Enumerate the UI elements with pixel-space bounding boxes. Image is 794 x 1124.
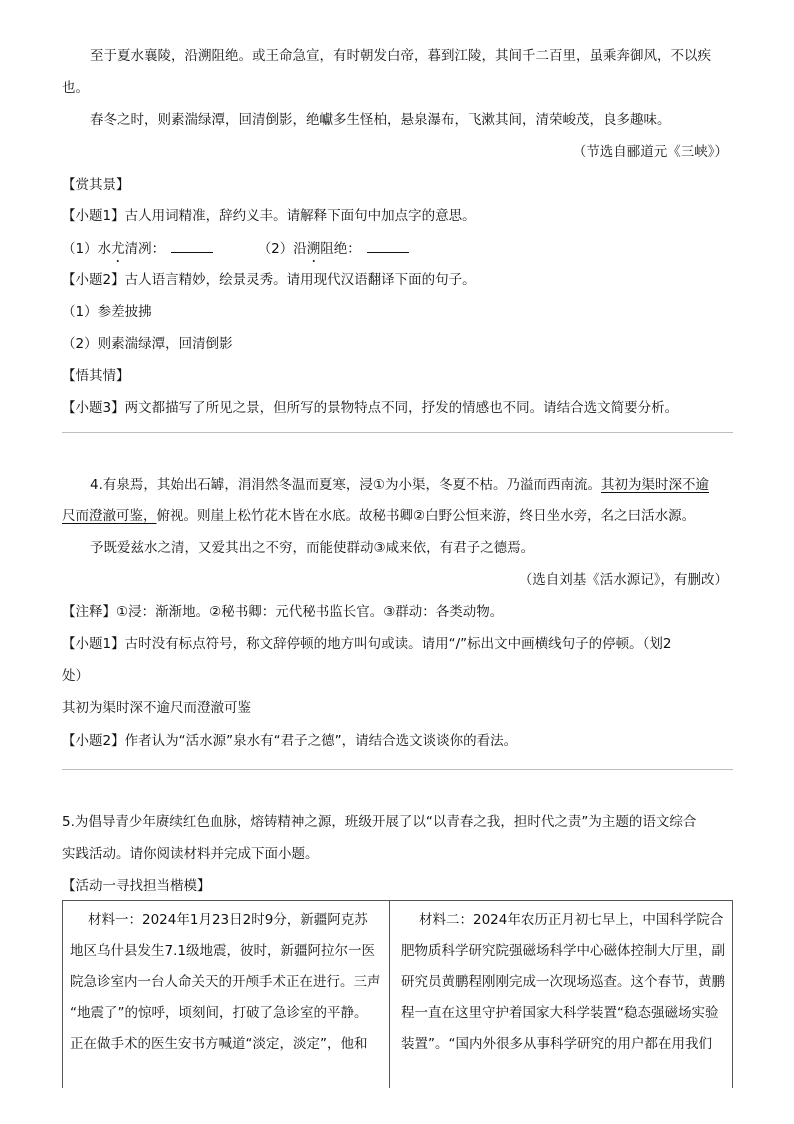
material2-line: 程一直在这里守护着国家大科学装置“稳态强磁场实验	[401, 1005, 719, 1021]
passage3-source: （节选自郦道元《三峡》）	[572, 144, 728, 160]
q1-item1-dotted-char: 尤	[111, 241, 125, 257]
passage4-line3: 予既爱兹水之清，又爱其出之不穷，而能使群动③咸来依，有君子之德焉。	[90, 540, 535, 556]
passage5-line2: 实践活动。请你阅读材料并完成下面小题。	[62, 846, 319, 862]
passage4-question1-line2: 处）	[62, 668, 89, 684]
q1-item1-prefix: （1）水	[62, 241, 112, 257]
material2-cell	[401, 905, 725, 1060]
section-heading-appreciate-scenery: 【赏其景】	[62, 177, 130, 193]
passage3-question2: 【小题2】古人语言精妙，绘景灵秀。请用现代汉语翻译下面的句子。	[62, 272, 476, 288]
material2-line: 研究员黄鹏程刚刚完成一次现场巡查。这个春节，黄鹏	[401, 974, 725, 990]
material1-line: 材料一：2024年1月23日2时9分，新疆阿克苏	[88, 912, 368, 928]
passage3-line1: 至于夏水襄陵，沿溯阻绝。或王命急宣，有时朝发白帝，暮到江陵，其间千二百里，虽乘奔御风，不以疾	[90, 48, 711, 64]
section-divider	[62, 432, 733, 433]
q1-item2-dotted-char: 溯	[306, 241, 321, 257]
passage4-notes: 【注释】①浸：渐渐地。②秘书卿：元代秘书监长官。③群动：各类动物。	[62, 604, 504, 620]
passage3-question2-item1: （1）参差披拂	[62, 304, 152, 320]
q1-item2-suffix: 阻绝：	[320, 241, 361, 257]
passage4-line2-text: 俯视。则崖上松竹花木皆在水底。故秘书卿②白野公恒来游，终日坐水旁，名之曰活水源。	[156, 508, 696, 524]
material1-line: 院急诊室内一台人命关天的开颅手术正在进行。三声	[70, 974, 381, 990]
passage3-question1: 【小题1】古人用词精准，辞约义丰。请解释下面句中加点字的意思。	[62, 208, 476, 224]
passage4-source: （选自刘基《活水源记》，有删改）	[518, 572, 728, 588]
passage3-line3: 春冬之时，则素湍绿潭，回清倒影，绝巘多生怪柏，悬泉瀑布，飞漱其间，清荣峻茂，良多趣味。	[90, 112, 671, 128]
passage4-line1	[90, 475, 709, 495]
passage4-line2	[62, 506, 695, 526]
activity-heading: 【活动一寻找担当楷模】	[62, 878, 211, 894]
table-column-divider	[389, 901, 390, 1088]
q1-item1-suffix: 清冽：	[124, 241, 166, 257]
passage4-question1-sentence: 其初为渠时深不逾尺而澄澈可鉴	[62, 700, 251, 716]
q1-item1-answer-blank[interactable]	[171, 238, 213, 253]
passage5-line1: 5.为倡导青少年赓续红色血脉，熔铸精神之源，班级开展了以“以青春之我，担时代之责”为主题的语文综合	[62, 814, 697, 830]
passage4-underlined-sentence-part2: 尺而澄澈可鉴，	[62, 508, 157, 524]
passage3-question2-item2: （2）则素湍绿潭，回清倒影	[62, 336, 233, 352]
q1-item2-prefix: （2）沿	[257, 241, 307, 257]
section-heading-understand-emotion: 【悟其情】	[62, 368, 130, 384]
materials-table	[62, 900, 733, 1088]
section-divider	[62, 769, 733, 770]
q1-item2-answer-blank[interactable]	[367, 238, 409, 253]
material1-line: “地震了”的惊呼，顷刻间，打破了急诊室的平静。	[70, 1005, 368, 1021]
material1-cell	[70, 905, 381, 1060]
material2-line: 装置”。“国内外很多从事科学研究的用户都在用我们	[401, 1036, 712, 1052]
passage4-underlined-sentence-part1: 其初为渠时深不逾	[600, 477, 709, 493]
passage3-line2: 也。	[62, 80, 89, 96]
passage3-question3: 【小题3】两文都描写了所见之景，但所写的景物特点不同，抒发的情感也不同。请结合选文简要分析。	[62, 400, 679, 416]
material1-line: 正在做手术的医生安书方喊道“淡定，淡定”，他和	[70, 1036, 368, 1052]
material2-line: 肥物质科学研究院强磁场科学中心磁体控制大厅里，副	[401, 943, 725, 959]
passage4-question2: 【小题2】作者认为“活水源”泉水有“君子之德”，请结合选文谈谈你的看法。	[62, 733, 518, 749]
material2-line: 材料二：2024年农历正月初七早上，中国科学院合	[419, 912, 724, 928]
passage4-question1-line1: 【小题1】古时没有标点符号，称文辞停顿的地方叫句或读。请用“/”标出文中画横线句子的停顿。（划2	[62, 636, 672, 652]
material1-line: 地区乌什县发生7.1级地震，彼时，新疆阿拉尔一医	[70, 943, 375, 959]
passage3-question1-items	[62, 238, 409, 259]
passage4-line1-text: 4.有泉焉，其始出石罅，涓涓然冬温而夏寒，浸①为小渠，冬夏不枯。乃溢而西南流。	[90, 477, 601, 493]
